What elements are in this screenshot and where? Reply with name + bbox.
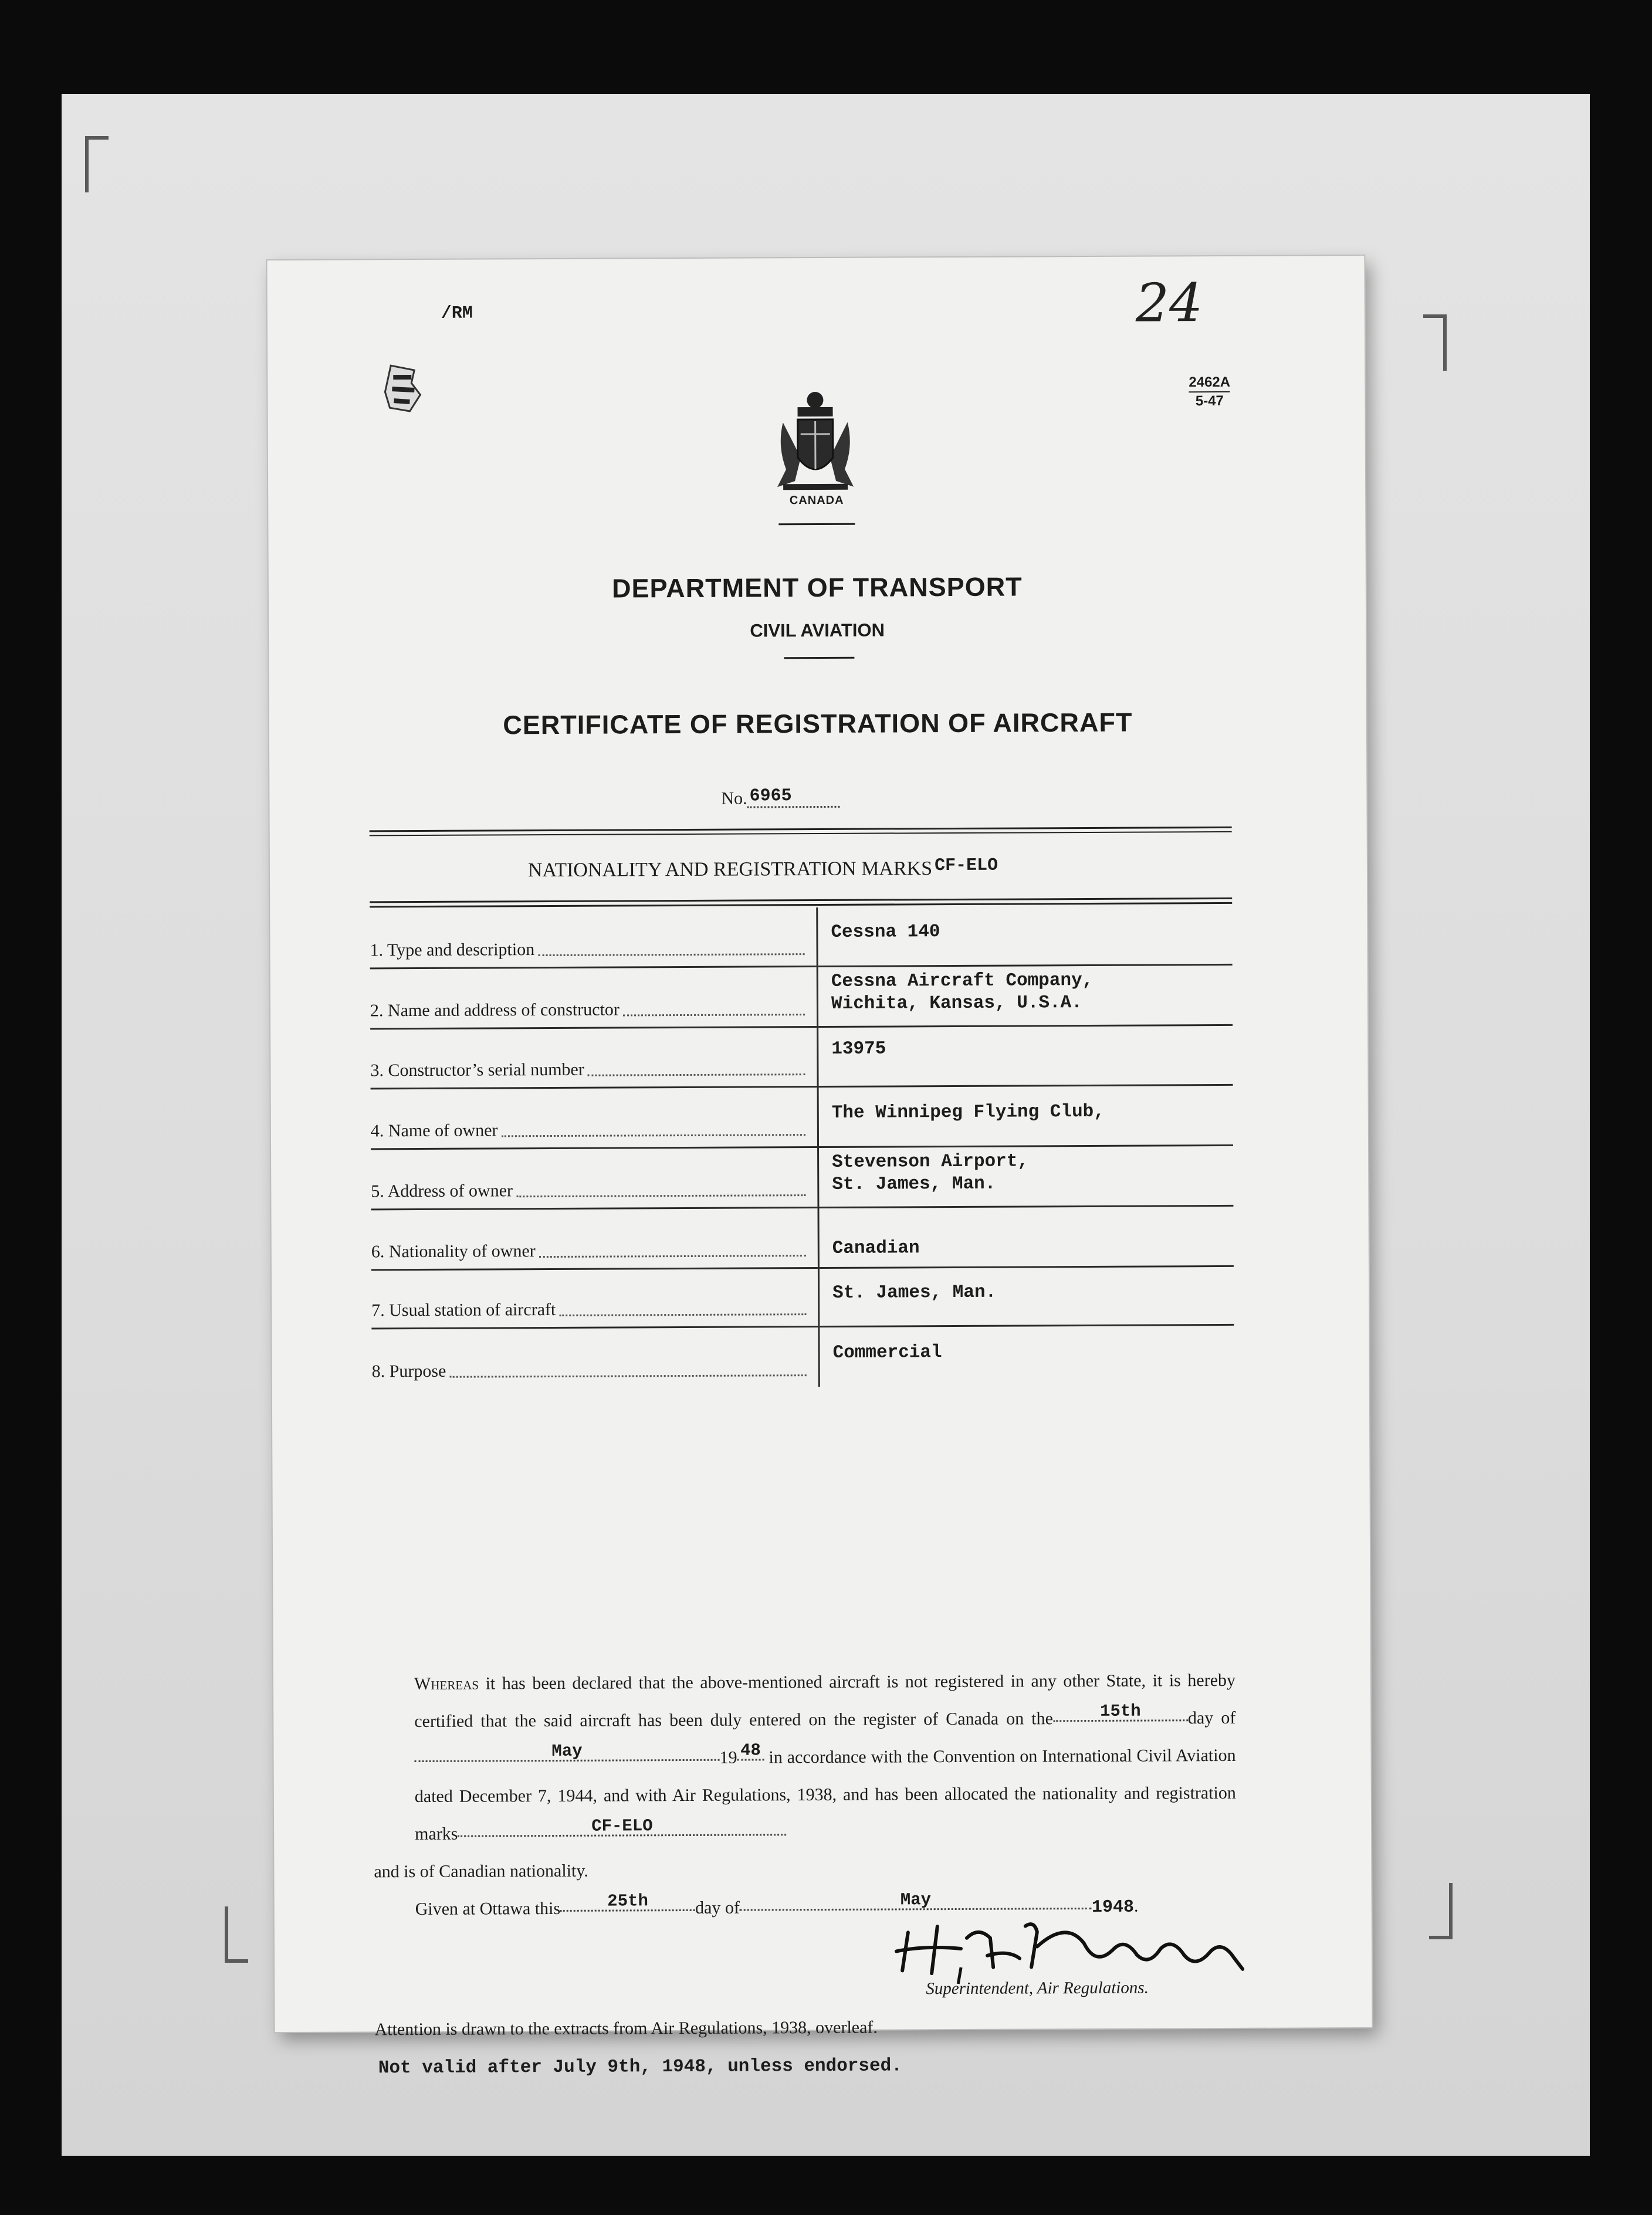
certificate-number-label: No. <box>721 788 747 808</box>
field-label-cell <box>370 1027 818 1088</box>
given-day-value: 25th <box>607 1891 648 1911</box>
day-of-label: day of <box>1187 1708 1236 1728</box>
certification-paragraph <box>373 1662 1236 1853</box>
certificate-number-value: 6965 <box>747 786 840 808</box>
validity-stamp: Not valid after July 9th, 1948, unless endorsed. <box>378 2055 902 2079</box>
field-label-cell <box>371 1326 819 1388</box>
table-row <box>371 1145 1233 1209</box>
given-year-value: 1948 <box>1091 1897 1135 1918</box>
certification-text-2: in accordance with the Convention on International Civil Aviation dated December 7, 1944, and with Air Regulations, 1938, and has been allocated the nationality and registration marks <box>414 1745 1236 1844</box>
certification-text-1: it has been declared that the above-mentioned aircraft is not registered in any other State, it is hereby certified that the said aircraft has been duly entered on the register of Canada on the <box>414 1670 1236 1732</box>
table-row <box>370 906 1232 968</box>
coat-of-arms-icon <box>765 387 865 499</box>
given-at-label: Given at Ottawa this <box>415 1898 561 1919</box>
certificate-page <box>267 256 1372 2079</box>
field-value: Cessna 140 <box>831 922 940 943</box>
whereas-lead: Whereas <box>414 1674 479 1694</box>
crop-mark <box>85 136 109 192</box>
given-end: . <box>1133 1896 1139 1916</box>
table-row <box>371 1205 1233 1269</box>
field-value: Stevenson Airport, St. James, Man. <box>818 1145 1234 1207</box>
divider <box>784 657 854 659</box>
field-label: 6. Nationality of owner <box>371 1241 536 1261</box>
field-label: 3. Constructor’s serial number <box>370 1059 584 1080</box>
certificate-number <box>721 786 839 809</box>
field-value: St. James, Man. <box>818 1266 1234 1326</box>
signature-title: Superintendent, Air Regulations. <box>926 1978 1149 1999</box>
year-prefix: 19 <box>719 1747 737 1767</box>
table-row <box>370 1025 1233 1088</box>
month-value: May <box>551 1741 583 1762</box>
field-label-cell <box>371 1207 818 1269</box>
field-label: 7. Usual station of aircraft <box>371 1299 556 1320</box>
field-label: 8. Purpose <box>371 1361 446 1381</box>
certification-text <box>373 1662 1237 1929</box>
form-number: 2462A <box>1189 374 1231 391</box>
tape-residue <box>379 360 426 418</box>
table-row <box>371 1085 1233 1149</box>
division-heading: CIVIL AVIATION <box>750 619 885 641</box>
given-day-of-label: day of <box>695 1898 740 1918</box>
attention-note: Attention is drawn to the extracts from Air Regulations, 1938, overleaf. <box>374 2017 878 2040</box>
field-label-cell <box>370 907 817 968</box>
given-day-fill <box>560 1889 695 1912</box>
year-value: 48 <box>740 1740 761 1760</box>
given-month-value: May <box>900 1890 932 1910</box>
field-label: 1. Type and description <box>370 939 535 960</box>
marks-fill <box>458 1814 786 1837</box>
month-fill <box>414 1739 719 1762</box>
day-fill <box>1053 1699 1188 1722</box>
registration-marks-value: CF-ELO <box>934 855 998 876</box>
certificate-title: CERTIFICATE OF REGISTRATION OF AIRCRAFT <box>503 707 1133 740</box>
registration-marks-heading <box>528 856 998 882</box>
registration-fields-table <box>370 906 1234 1388</box>
year-fill <box>737 1739 764 1760</box>
crop-mark <box>1423 314 1447 371</box>
crop-mark <box>225 1906 248 1963</box>
nationality-line: and is of Canadian nationality. <box>374 1861 588 1882</box>
day-value: 15th <box>1099 1701 1141 1721</box>
field-value: Canadian <box>818 1205 1234 1268</box>
field-label: 5. Address of owner <box>371 1180 513 1201</box>
field-value: 13975 <box>818 1025 1233 1086</box>
table-row <box>371 1266 1234 1328</box>
crop-mark <box>1429 1883 1453 1939</box>
form-date: 5-47 <box>1195 392 1224 409</box>
divider <box>370 831 1232 836</box>
field-label-cell <box>371 1086 818 1149</box>
department-heading: DEPARTMENT OF TRANSPORT <box>611 571 1023 604</box>
field-value: The Winnipeg Flying Club, <box>818 1085 1233 1147</box>
file-reference: /RM <box>441 303 473 324</box>
given-month-fill <box>740 1888 1092 1911</box>
form-number-block <box>1189 374 1230 410</box>
signature-icon <box>891 1913 1267 1986</box>
crest-label: CANADA <box>789 493 844 507</box>
field-value: Commercial <box>819 1325 1234 1387</box>
field-label-cell <box>371 1268 819 1328</box>
table-row <box>371 1325 1234 1388</box>
field-label-cell <box>371 1147 818 1209</box>
registration-marks-label: NATIONALITY AND REGISTRATION MARKS <box>527 858 933 882</box>
table-row <box>370 964 1233 1028</box>
handwritten-page-number-text: 24 <box>1135 272 1203 334</box>
field-label-cell <box>370 966 818 1028</box>
field-value: Cessna Aircraft Company, Wichita, Kansas, U.S.A. <box>817 964 1233 1027</box>
divider <box>778 523 855 526</box>
field-label: 4. Name of owner <box>370 1120 498 1140</box>
field-label: 2. Name and address of constructor <box>370 999 620 1020</box>
marks-value: CF-ELO <box>591 1816 653 1836</box>
handwritten-page-number <box>1129 256 1218 345</box>
